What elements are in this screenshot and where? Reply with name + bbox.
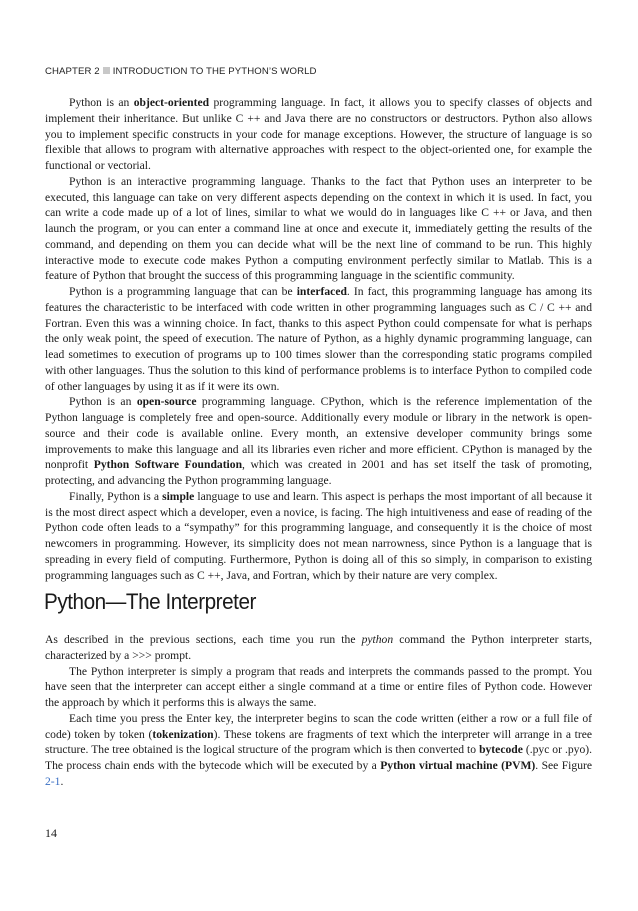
bold-term: Python Software Foundation	[93, 458, 243, 472]
paragraph-interfaced	[45, 284, 592, 394]
italic-term: python	[361, 633, 394, 646]
paragraph-simple	[45, 489, 592, 584]
bold-term: interfaced	[296, 285, 347, 298]
text-run: Python is a programming language that can be	[69, 285, 297, 298]
bold-term: tokenization	[152, 727, 214, 741]
text-run: The Python interpreter is simply a program that reads and interprets the commands passed to the prompt. You have seen that the interpreter can accept either a single command at a time or entire files of Python code. However the approach by which it performs this is always the same.	[45, 664, 592, 709]
text-run: , which was created in 2001 and has set itself the task of promoting, protecting, and advancing the Python programming language.	[45, 458, 593, 487]
bold-term: Python virtual machine (PVM)	[380, 759, 536, 772]
page-number: 14	[45, 826, 57, 840]
text-run: Each time you press the Enter key, the interpreter begins to scan the code written (either a row or a full file of code) token by token (	[45, 711, 592, 741]
bold-term: object-oriented	[133, 96, 210, 109]
text-run: language to use and learn. This aspect is perhaps the most important of all because it is the most direct aspect which a developer, even a novice, is facing. The high intuitiveness and ease of reading of the Python code often leads to a “sympathy” for this programming language, and consequently it is the choice of most newcomers in programming. However, its simplicity does not mean narrowness, since Python is a language that is spreading in every field of computing. Furthermore, Python is doing all of this so simply, in comparison to existing programming languages such as C ++, Java, and Fortran, which by their nature are very complex.	[45, 489, 593, 582]
text-run: ). These tokens are fragments of text which the interpreter will arrange in a tree structure. The tree obtained is the logical structure of the program which is then converted to	[45, 727, 593, 757]
text-run: . See Figure	[535, 759, 592, 772]
paragraph-open-source	[45, 394, 592, 489]
text-run: programming language. CPython, which is the reference implementation of the Python language is completely free and open-source. Additionally every module or library in the network is open-source and their code is available online. Every month, an extensive developer community brings some improvements to make this language and all its libraries even richer and more efficient. CPython is managed by the nonprofit	[45, 395, 592, 472]
bold-term: simple	[162, 489, 195, 503]
text-run: Finally, Python is a	[69, 489, 163, 503]
bold-term: bytecode	[479, 743, 523, 757]
text-run: As described in the previous sections, each time you run the	[45, 633, 362, 646]
text-run: Python is an	[69, 96, 134, 109]
paragraph-interpreter-tokenization	[45, 711, 592, 790]
chapter-title: INTRODUCTION TO THE PYTHON’S WORLD	[112, 66, 317, 77]
section-heading: Python—The Interpreter	[44, 589, 256, 614]
section-python-features	[45, 95, 592, 583]
paragraph-interactive	[45, 174, 592, 284]
running-header	[45, 66, 317, 77]
figure-reference-link[interactable]: 2-1	[45, 774, 61, 788]
text-run: Python is an	[69, 395, 137, 409]
chapter-number: CHAPTER 2	[45, 66, 100, 77]
section-interpreter	[45, 632, 592, 790]
header-separator-square	[103, 67, 110, 74]
text-run: .	[60, 774, 64, 788]
text-run: command the Python interpreter starts, characterized by a >>> prompt.	[45, 633, 592, 662]
paragraph-interpreter-program	[45, 664, 592, 711]
paragraph-interpreter-intro	[45, 632, 592, 664]
text-run: programming language. In fact, it allows you to specify classes of objects and implement their inheritance. But unlike C ++ and Java there are no constructors or destructors. Python also allows you to implement specific constructs in your code for manage exceptions. However, the structure of language is so flexible that allows to program with alternative approaches with respect to the object-oriented one, for example the functional or vectorial.	[45, 96, 592, 172]
bold-term: open-source	[136, 395, 197, 409]
text-run: Python is an interactive programming language. Thanks to the fact that Python uses an interpreter to be executed, this language can take on very different aspects depending on the context in which it is used. In fact, you can write a code made up of a lot of lines, similar to what we would do in languages like C ++ or Java, and then launch the program, or you can enter a command line at once and execute it, immediately getting the results of the command, and depending on them you can decide what will be the next line of command to be run. This highly interactive mode to execute code makes Python a computing environment perfectly similar to Matlab. This is a feature of Python that brought the success of this programming language in the scientific community.	[45, 174, 592, 283]
paragraph-object-oriented	[45, 95, 592, 174]
text-run: (.pyc or .pyo). The process chain ends with the bytecode which will be executed by a	[45, 743, 592, 772]
text-run: . In fact, this programming language has among its features the characteristic to be interfaced with code written in other programming languages such as C / C ++ and Fortran. Even this was a winning choice. In fact, thanks to this aspect Python could compensate for what is perhaps the only weak point, the speed of execution. The nature of Python, as a highly dynamic programming language, can lead sometimes to execution of programs up to 100 times slower than the corresponding static programs compiled with other languages. Thus the solution to this kind of performance problems is to interface Python to compiled code of other languages by using it as if it were its own.	[45, 285, 592, 393]
